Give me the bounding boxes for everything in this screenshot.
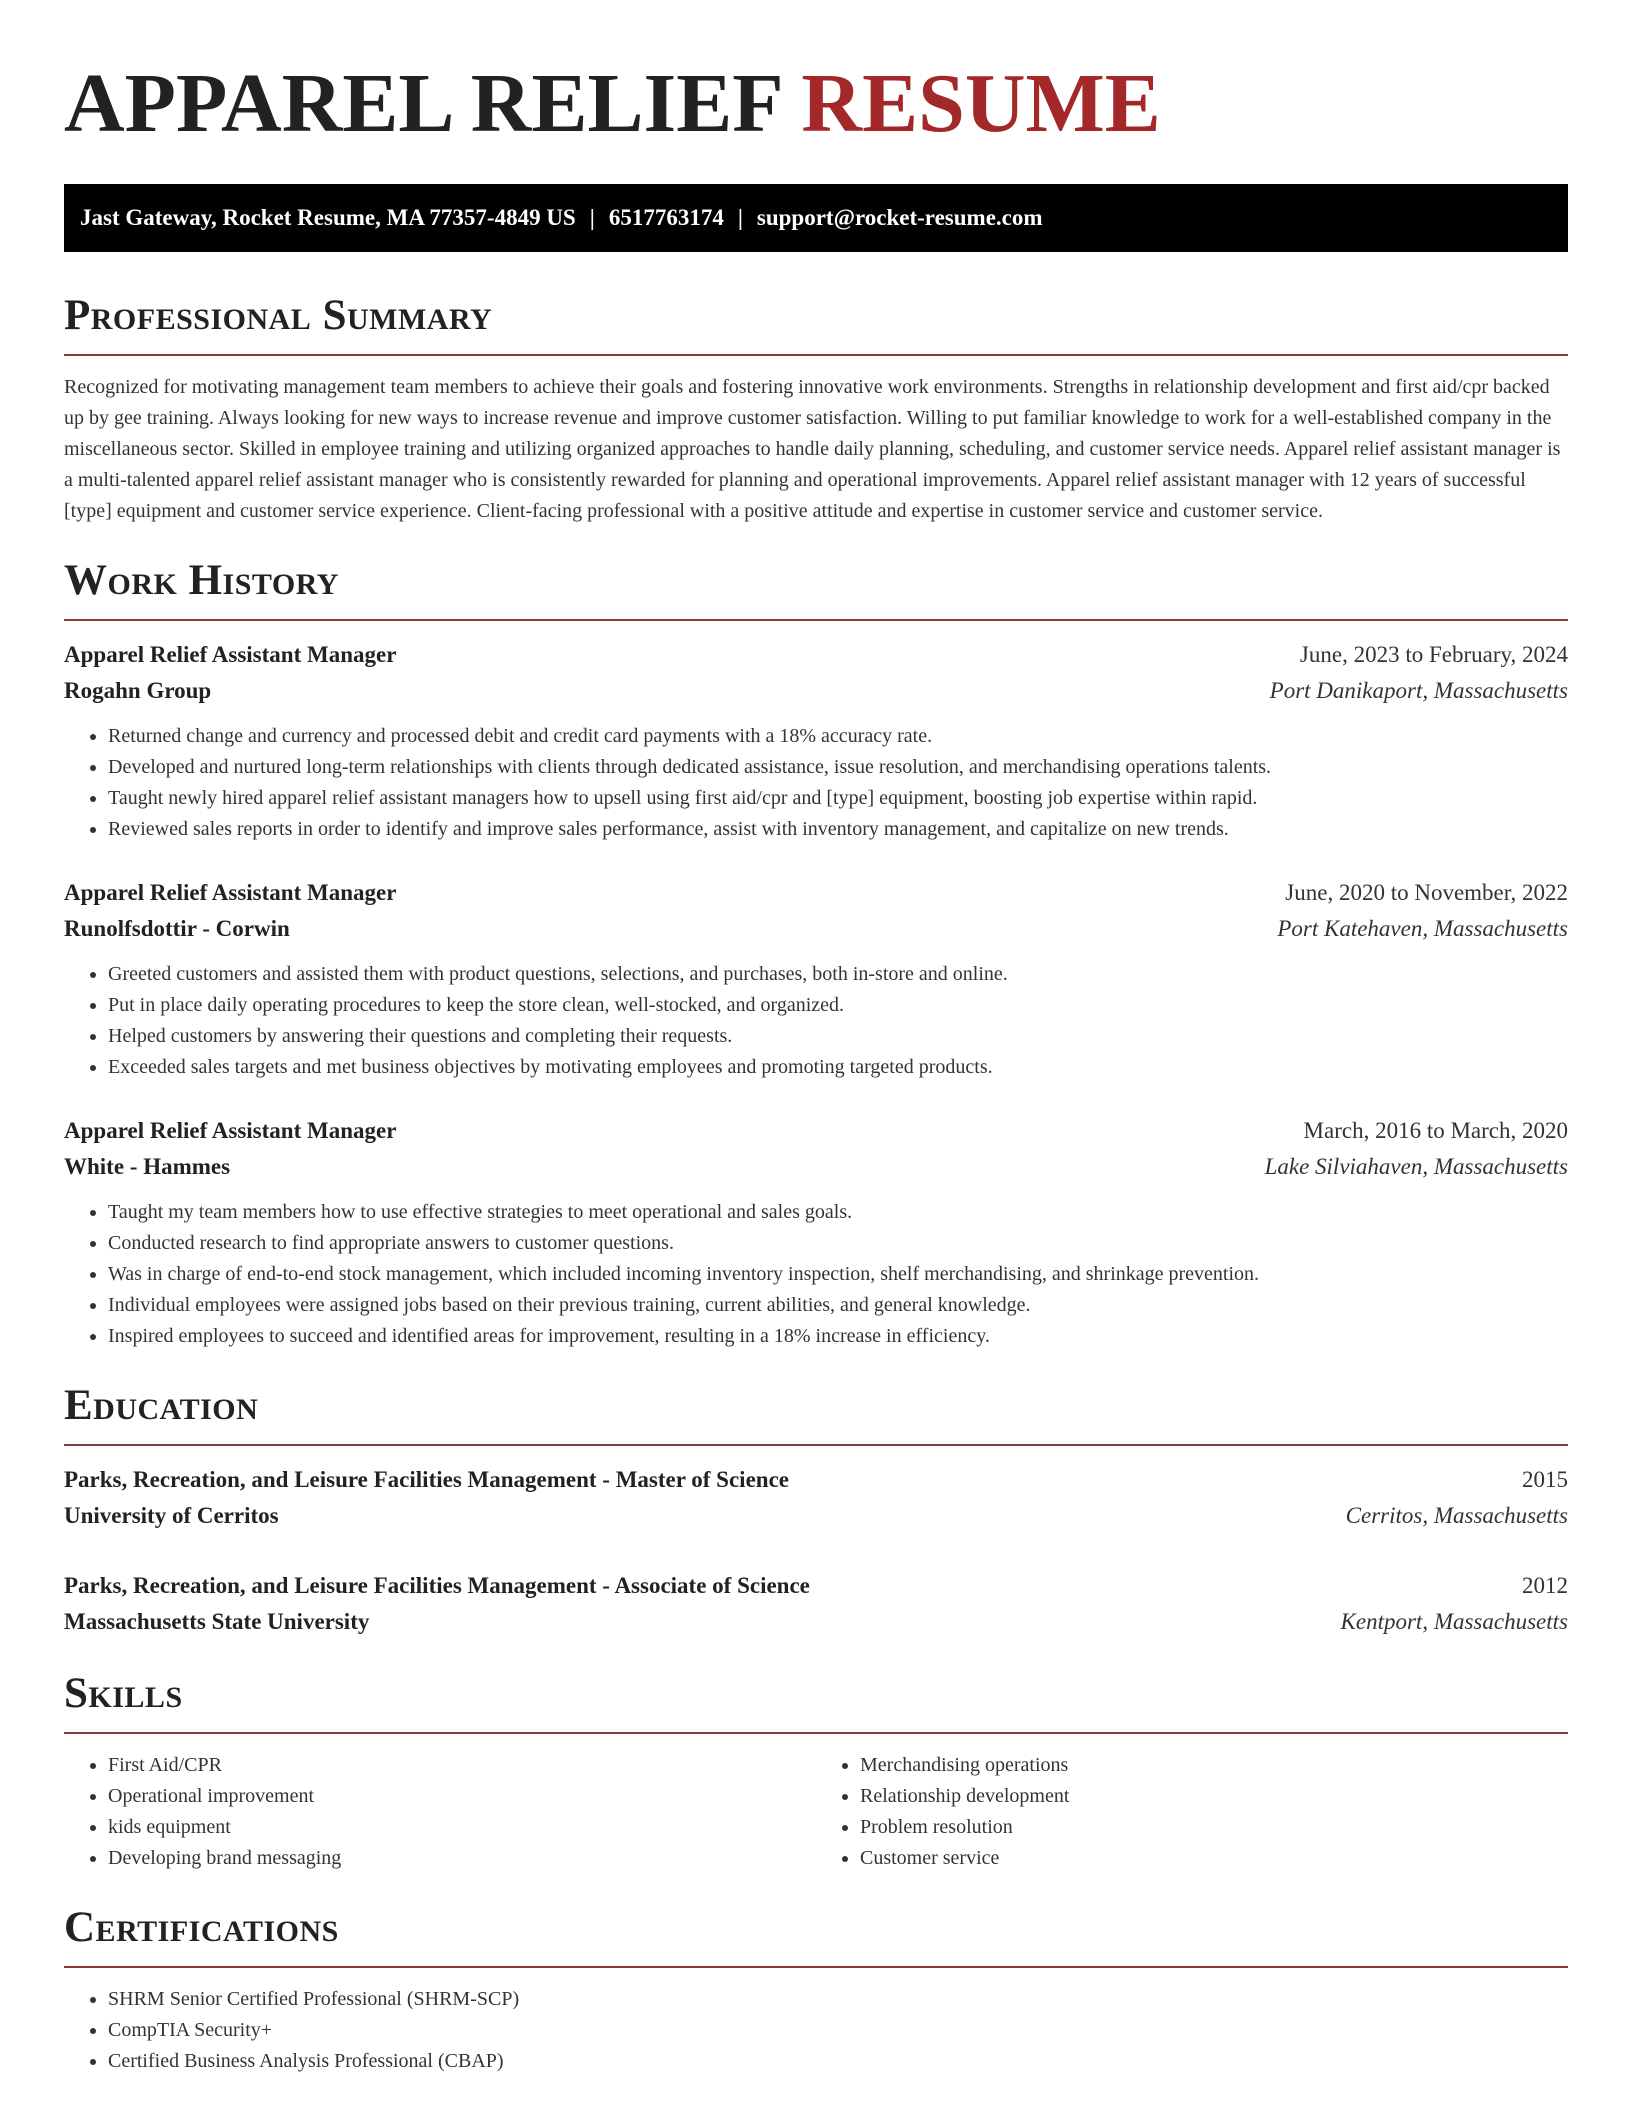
job-entry bbox=[64, 1113, 1568, 1352]
education-entry bbox=[64, 1568, 1568, 1640]
contact-address: Jast Gateway, Rocket Resume, MA 77357-4849 US bbox=[80, 205, 576, 230]
certification-item: • Certified Business Analysis Professional (CBAP) bbox=[108, 2046, 1568, 2077]
resume-name bbox=[64, 56, 1568, 152]
education-entry bbox=[64, 1462, 1568, 1534]
section-title-skills: Skills bbox=[64, 1670, 183, 1717]
work-section bbox=[64, 557, 1568, 1352]
skill-item: • Customer service bbox=[860, 1843, 1568, 1874]
certification-item: • SHRM Senior Certified Professional (SHRM-SCP) bbox=[108, 1984, 1568, 2015]
job-company: White - Hammes bbox=[64, 1154, 231, 1179]
job-bullets bbox=[64, 1197, 1568, 1352]
skill-item: • Operational improvement bbox=[108, 1781, 816, 1812]
section-divider bbox=[64, 1966, 1568, 1968]
job-dates: March, 2016 to March, 2020 bbox=[1303, 1118, 1568, 1143]
skills-grid bbox=[64, 1750, 1568, 1874]
job-bullet: • Reviewed sales reports in order to identify and improve sales performance, assist with inventory management, and capitalize on new trends. bbox=[108, 814, 1568, 845]
section-title-education: Education bbox=[64, 1382, 259, 1429]
degree-year: 2015 bbox=[1522, 1467, 1568, 1492]
job-bullet: • Developed and nurtured long-term relationships with clients through dedicated assistance, issue resolution, and merchandising operations talents. bbox=[108, 752, 1568, 783]
skills-list-right bbox=[816, 1750, 1568, 1874]
job-bullet: • Returned change and currency and processed debit and credit card payments with a 18% accuracy rate. bbox=[108, 721, 1568, 752]
skills-section bbox=[64, 1670, 1568, 1874]
section-divider bbox=[64, 354, 1568, 356]
job-company: Runolfsdottir - Corwin bbox=[64, 916, 290, 941]
contact-separator: | bbox=[589, 205, 595, 230]
skills-list-left bbox=[64, 1750, 816, 1874]
skill-item: • Relationship development bbox=[860, 1781, 1568, 1812]
contact-separator: | bbox=[737, 205, 743, 230]
degree-title: Parks, Recreation, and Leisure Facilities Management - Associate of Science bbox=[64, 1573, 810, 1598]
name-accent: RESUME bbox=[801, 57, 1161, 150]
certification-item: • CompTIA Security+ bbox=[108, 2015, 1568, 2046]
skill-item: • First Aid/CPR bbox=[108, 1750, 816, 1781]
school-name: Massachusetts State University bbox=[64, 1609, 370, 1634]
job-bullet: • Conducted research to find appropriate answers to customer questions. bbox=[108, 1228, 1568, 1259]
job-bullet: • Individual employees were assigned jobs based on their previous training, current abilities, and general knowledge. bbox=[108, 1290, 1568, 1321]
job-entry bbox=[64, 637, 1568, 845]
name-main: APPAREL RELIEF bbox=[64, 57, 781, 150]
skill-item: • Problem resolution bbox=[860, 1812, 1568, 1843]
job-bullet: • Was in charge of end-to-end stock management, which included incoming inventory inspection, shelf merchandising, and shrinkage prevention. bbox=[108, 1259, 1568, 1290]
job-location: Lake Silviahaven, Massachusetts bbox=[1264, 1154, 1568, 1179]
degree-title: Parks, Recreation, and Leisure Facilities Management - Master of Science bbox=[64, 1467, 789, 1492]
contact-email: support@rocket-resume.com bbox=[756, 205, 1043, 230]
section-divider bbox=[64, 1444, 1568, 1446]
section-title-summary: Professional Summary bbox=[64, 292, 493, 339]
degree-year: 2012 bbox=[1522, 1573, 1568, 1598]
education-section bbox=[64, 1382, 1568, 1640]
job-title: Apparel Relief Assistant Manager bbox=[64, 642, 397, 667]
job-bullet: • Exceeded sales targets and met business objectives by motivating employees and promoting targeted products. bbox=[108, 1052, 1568, 1083]
section-title-work: Work History bbox=[64, 557, 339, 604]
section-title-certifications: Certifications bbox=[64, 1904, 339, 1951]
job-location: Port Katehaven, Massachusetts bbox=[1277, 916, 1568, 941]
job-location: Port Danikaport, Massachusetts bbox=[1269, 678, 1568, 703]
job-title: Apparel Relief Assistant Manager bbox=[64, 1118, 397, 1143]
job-bullet: • Taught newly hired apparel relief assistant managers how to upsell using first aid/cpr and [type] equipment, boosting job expertise within rapid. bbox=[108, 783, 1568, 814]
job-bullet: • Put in place daily operating procedures to keep the store clean, well-stocked, and organized. bbox=[108, 990, 1568, 1021]
job-company: Rogahn Group bbox=[64, 678, 212, 703]
school-name: University of Cerritos bbox=[64, 1503, 279, 1528]
job-bullet: • Helped customers by answering their questions and completing their requests. bbox=[108, 1021, 1568, 1052]
job-bullet: • Taught my team members how to use effective strategies to meet operational and sales goals. bbox=[108, 1197, 1568, 1228]
school-location: Kentport, Massachusetts bbox=[1340, 1609, 1568, 1634]
contact-bar bbox=[64, 184, 1568, 252]
summary-section bbox=[64, 292, 1568, 527]
job-bullet: • Inspired employees to succeed and identified areas for improvement, resulting in a 18% increase in efficiency. bbox=[108, 1321, 1568, 1352]
job-bullets bbox=[64, 959, 1568, 1083]
job-title: Apparel Relief Assistant Manager bbox=[64, 880, 397, 905]
school-location: Cerritos, Massachusetts bbox=[1345, 1503, 1568, 1528]
certifications-section bbox=[64, 1904, 1568, 2077]
section-divider bbox=[64, 619, 1568, 621]
job-entry bbox=[64, 875, 1568, 1083]
skill-item: • Merchandising operations bbox=[860, 1750, 1568, 1781]
contact-phone: 6517763174 bbox=[608, 205, 724, 230]
job-dates: June, 2020 to November, 2022 bbox=[1285, 880, 1568, 905]
job-dates: June, 2023 to February, 2024 bbox=[1299, 642, 1568, 667]
certifications-list bbox=[64, 1984, 1568, 2077]
summary-text: Recognized for motivating management team members to achieve their goals and fostering innovative work environments. Strengths in relationship development and first aid/cpr backed up by gee training. Always looking for new ways to increase revenue and improve customer satisfaction. Willing to put familiar knowledge to work for a well-established company in the miscellaneous sector. Skilled in employee training and utilizing organized approaches to handle daily planning, scheduling, and customer service needs. Apparel relief assistant manager is a multi-talented apparel relief assistant manager who is consistently rewarded for planning and operational improvements. Apparel relief assistant manager with 12 years of successful [type] equipment and customer service experience. Client-facing professional with a positive attitude and expertise in customer service and customer service. bbox=[64, 376, 1561, 522]
skill-item: • kids equipment bbox=[108, 1812, 816, 1843]
skill-item: • Developing brand messaging bbox=[108, 1843, 816, 1874]
job-bullet: • Greeted customers and assisted them with product questions, selections, and purchases, both in-store and online. bbox=[108, 959, 1568, 990]
job-bullets bbox=[64, 721, 1568, 845]
section-divider bbox=[64, 1732, 1568, 1734]
